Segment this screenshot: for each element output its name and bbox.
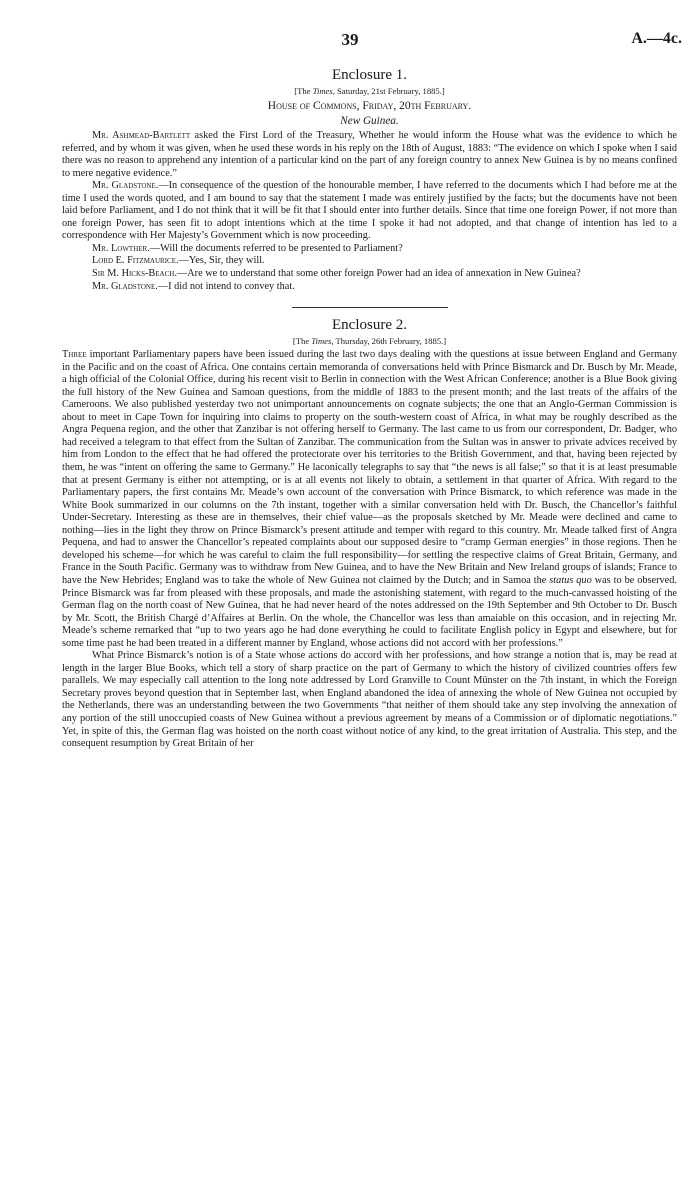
subject-heading: New Guinea. [340, 115, 399, 127]
speaker-name: Mr. Gladstone [92, 180, 156, 192]
page-header [0, 30, 700, 50]
paragraph-gladstone-reply [62, 180, 677, 243]
paragraph-text: important Parliamentary papers have been issued during the last two days dealing with the questions at issue between England and Germany in the Pacific and on the coast of Africa. One contains certain memoranda of conversations held with Prince Bismarck and Dr. Busch by Mr. Meade, a high official of the Colonial Office, during his recent visit to Berlin in connection with the West African Conference; another is a Blue Book giving the full history of the New Guinea and Samoan questions, from the middle of 1883 to the present month; and the last treats of the affairs of the Cameroons. We also published yesterday two not unimportant announcements on cognate subjects; the one that an Anglo-German Commission is about to meet in Cape Town for inquiring into claims to property on the south-western coast of Africa, in what may be roughly described as the Angra Pequena region, and the other that Zanzibar is not offering herself to Germany. The last came to us from our correspondent, Dr. Badger, who had received a telegram to that effect from the Sultan of Zanzibar. The communication from the Sultan was in answer to private advices received by him from London to the effect that he had offered the protectorate over his territories to the British Government, and that, having been rejected by them, he was “intent on offering the same to Germany.” He laconically telegraphs to say that “the news is all false;” so that it is at least presumable that at present Germany is either not attempting, or is at all events not likely to obtain, a settlement in that quarter of Africa. With regard to the Parliamentary papers, the first contains Mr. Meade’s own account of the conversation with Prince Bismarck, to which reference was made in the White Book summarized in our columns on the 7th instant, together with a similar conversation held with Dr. Busch, the Chancellor’s faithful Under-Secretary. Interesting as these are in themselves, their chief value—as the proposals sketched by Mr. Meade were declined and came to nothing—lies in the light they throw on Prince Bismarck’s present attitude and temper with regard to this country. Mr. Meade talked first of Angra Pequena, and had to answer the Chancellor’s repeated complaints about our supposed desire to “cramp German energies” in those regions. Then he developed his scheme—for which he was careful to claim the full responsibility—for settling the respective claims of Great Britain, Germany, and France in the South Pacific. Germany was to withdraw from New Guinea, and to have the New Britain and New Ireland groups of islands; France to have the New Hebrides; England was to take the whole of New Guinea not claimed by the Dutch; and in Samoa the [62, 349, 677, 586]
paragraph-bismarck-notion: What Prince Bismarck’s notion is of a State whose actions do accord with her professions, and how strange a notion that is, may be read at length in the larger Blue Books, which tell a story of sharp practice on the part of Germany to which the history of civilized countries offers few parallels. We may especially call attention to the long note addressed by Lord Granville to Count Münster on the 7th instant, in which the Foreign Secretary proves beyond question that in September last, when England abandoned the idea of annexing the whole of New Guinea not occupied by the Netherlands, there was an understanding between the two Governments “that neither of them should take any step involving the annexation of any portion of the still unoccupied coasts of New Guinea without a previous agreement by means of a Commission or of diplomatic negotiations.” Yet, in spite of this, the German flag was hoisted on the north coast without notice of any kind, to the great irritation of Australia. This step, and the consequent resumption by Great Britain of her [62, 650, 677, 750]
paragraph-text: .—In consequence of the question of the honourable member, I have referred to the documents which I had before me at the time I used the words quoted, and I am bound to say that the statement I made was entirely justified by the facts; but the documents have not been laid before Parliament, and I do not think that it will be fit that I should enter into further details. Since that time one foreign Power, if not more than one foreign Power, has seen fit to adopt intentions which at the time I spoke it had not adopted, and that change of intention has led to a correspondence with Her Majesty’s Government which is now proceeding. [62, 180, 677, 242]
paragraph-hicks-beach [62, 268, 677, 281]
enclosure-2 [62, 316, 677, 751]
source-publication: Times [311, 336, 332, 347]
paragraph-text: .—Yes, Sir, they will. [175, 255, 265, 267]
italic-phrase: status quo [549, 574, 592, 586]
document-body [62, 66, 677, 751]
source-date: , Thursday, 26th February, 1885.] [331, 336, 447, 347]
enclosure-1 [62, 66, 677, 293]
paragraph-text-continued: was to be observed. Prince Bismarck was far from pleased with these proposals, and made the astonishing statement, with regard to the much-canvassed hoisting of the German flag on the north coast of New Guinea, that he had never heard of the notes addressed on the 19th September and 9th October to Dr. Busch by Mr. Scott, the British Chargé d’Affaires at Berlin. On the whole, the Chancellor was less than amaiable on this occasion, and in rejecting Mr. Meade’s scheme remarked that “up to two years ago he had done everything he could to facilitate English policy in Egypt and elsewhere, but for some time past he had been treated in a different manner by England, whose actions did not accord with her professions.” [62, 574, 677, 649]
paragraph-ashmead-bartlett [62, 130, 677, 180]
source-prefix: [The [294, 86, 313, 96]
paragraph-text: .—I did not intend to convey that. [155, 280, 295, 292]
speaker-name: Mr. Ashmead-Bartlett [92, 130, 191, 141]
paragraph-fitzmaurice [62, 255, 677, 268]
speaker-name: Sir M. Hicks-Beach [92, 268, 175, 280]
source-prefix: [The [292, 336, 312, 347]
paragraph-text: asked the First Lord of the Treasury, Whether he would inform the House what was the evidence to which he referred, and by whom it was given, when he used these words in his reply on the 18th of August, 1883: “The evidence on which I spoke when I said there was no reason to apprehend any intention of a particular kind on the part of any foreign country to annex New Guinea is by no means confined to mere negative evidence.” [62, 130, 677, 179]
lead-word: Three [62, 349, 87, 361]
page-number: 39 [341, 30, 359, 49]
speaker-name: Mr. Lowther [92, 242, 148, 254]
paragraph-lowther [62, 243, 677, 256]
enclosure-1-source [62, 86, 677, 97]
enclosure-2-source [62, 336, 677, 347]
source-date: , Saturday, 21st February, 1885.] [332, 86, 445, 96]
speaker-name: Lord E. Fitzmaurice [92, 255, 176, 267]
paragraph-text: .—Will the documents referred to be presented to Parliament? [147, 242, 403, 254]
paragraph-text: .—Are we to understand that some other foreign Power had an idea of annexation in New Guinea? [174, 268, 581, 280]
source-publication: Times [312, 86, 333, 96]
paragraph-gladstone-final [62, 281, 677, 294]
enclosure-1-title: Enclosure 1. [332, 67, 407, 83]
enclosure-2-title: Enclosure 2. [332, 317, 407, 334]
paragraph-parliamentary-papers [62, 349, 677, 650]
speaker-name: Mr. Gladstone [92, 280, 156, 292]
house-of-commons-heading: House of Commons, Friday, 20th February. [267, 100, 472, 112]
section-divider [292, 307, 448, 308]
page-reference: A.—4c. [631, 30, 682, 47]
